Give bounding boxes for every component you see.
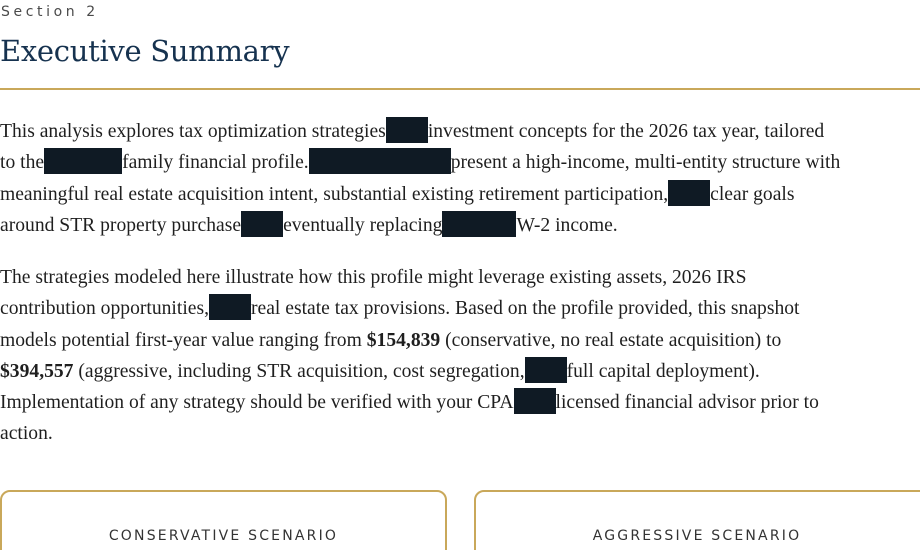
paragraph-line: action. [0, 423, 53, 445]
redaction-block [525, 357, 567, 383]
paragraph-line: around STR property purchase eventually replacing W-2 income. [0, 210, 920, 241]
redaction-block [309, 148, 451, 174]
conservative-scenario-label: CONSERVATIVE SCENARIO [108, 528, 339, 544]
redaction-block [442, 211, 516, 237]
redaction-block [386, 117, 428, 143]
gold-divider [0, 88, 920, 90]
redaction-block [209, 294, 251, 320]
conservative-value: $154,839 [366, 329, 441, 351]
paragraph-line: meaningful real estate acquisition intent, substantial existing retirement participation, clear goals [0, 179, 920, 210]
page-title: Executive Summary [0, 34, 290, 68]
paragraph-line: The strategies modeled here illustrate how this profile might leverage existing assets, 2026 IRS [0, 267, 747, 288]
aggressive-value: $394,557 [0, 360, 74, 382]
paragraph-line: to the family financial profile. present a high-income, multi-entity structure with [0, 147, 920, 178]
redaction-block [44, 148, 122, 174]
aggressive-scenario-label: AGGRESSIVE SCENARIO [592, 528, 802, 544]
paragraph-line: $394,557 (aggressive, including STR acquisition, cost segregation, full capital deployment). [0, 356, 920, 387]
conservative-scenario-card [0, 490, 447, 550]
paragraph-line: Implementation of any strategy should be verified with your CPA licensed financial advisor prior to [0, 387, 920, 418]
redaction-block [241, 211, 283, 237]
paragraph-line: This analysis explores tax optimization strategies investment concepts for the 2026 tax year, tailored [0, 116, 920, 147]
paragraph-line: contribution opportunities, real estate tax provisions. Based on the profile provided, this snapshot [0, 293, 920, 324]
summary-paragraph-1 [0, 116, 920, 241]
aggressive-scenario-card [474, 490, 920, 550]
paragraph-line: models potential first-year value ranging from $154,839 (conservative, no real estate acquisition) to [0, 329, 782, 351]
redaction-block [668, 180, 710, 206]
redaction-block [514, 388, 556, 414]
summary-paragraph-2 [0, 262, 920, 450]
section-label: Section 2 [1, 4, 99, 20]
